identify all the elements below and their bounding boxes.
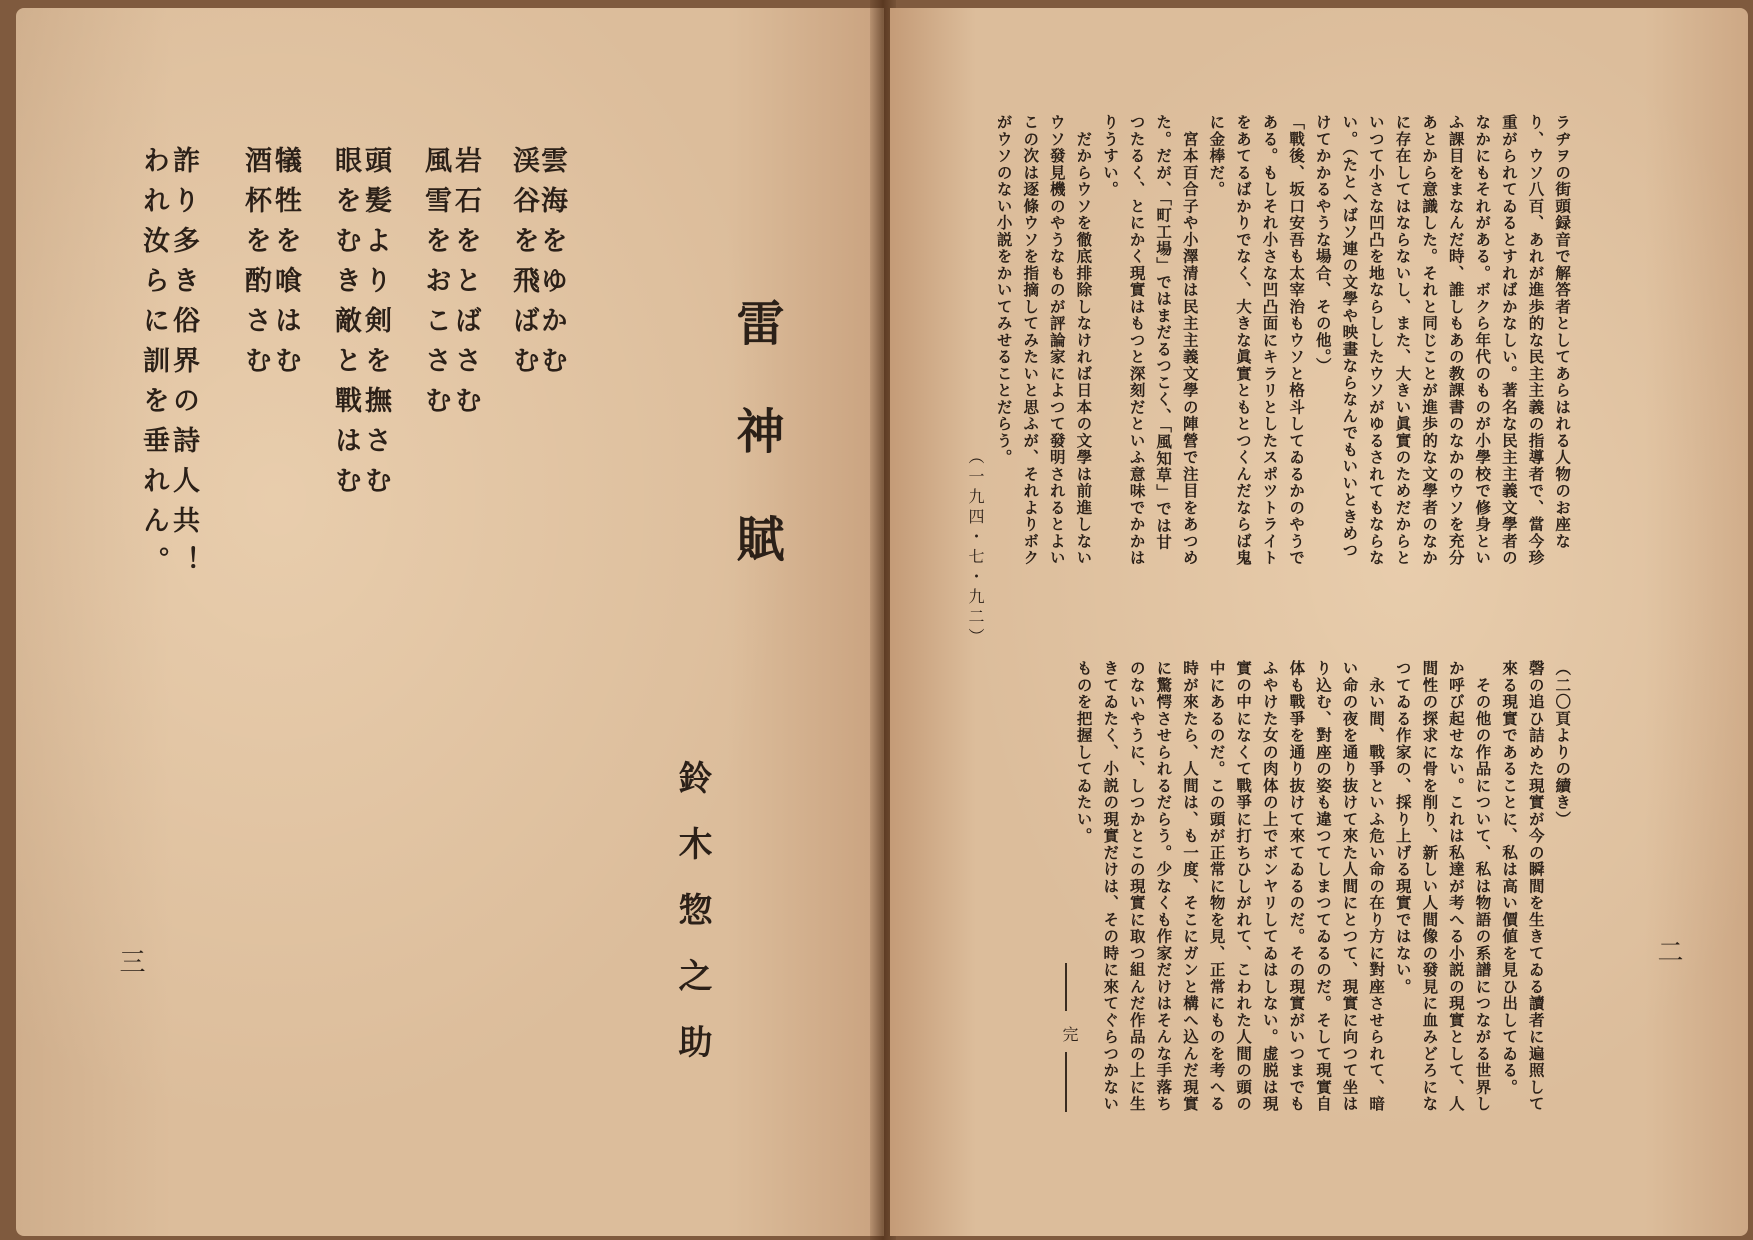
- text-line: り、ウソ八百、あれが進歩的な民主主義の指導者で、當今珍: [1526, 114, 1546, 567]
- text-line: 重がられてゐるとすればかなしい。著名な民主主義文學者の: [1499, 114, 1519, 567]
- end-rule: [1065, 963, 1067, 1011]
- poem-line: われ汝らに訓を垂れん。: [138, 146, 169, 586]
- text-line: この次は逐條ウソを指摘してみたいと思ふが、それよりボク: [1021, 114, 1041, 567]
- left-page: [16, 8, 884, 1236]
- text-line: なかにもそれがある。ボクら年代のものが小學校で修身とい: [1473, 114, 1493, 567]
- text-line: に金棒だ。: [1207, 114, 1227, 198]
- text-line: ふやけた女の肉体の上でボンヤリしてゐはしない。虚脱は現: [1260, 660, 1280, 1113]
- text-line: 中にあるのだ。この頭が正常に物を見、正常にものを考へる: [1207, 660, 1227, 1113]
- text-line: いつて小さな凹凸を地ならししたウソがゆるされてもならな: [1366, 114, 1386, 567]
- text-line: か呼び起せない。これは私達が考へる小説の現實として、人: [1446, 660, 1466, 1113]
- text-line: に存在してはならないし、また、大きい眞實のためだからと: [1393, 114, 1413, 567]
- poem-line: 雲海をゆかむ: [536, 146, 567, 386]
- text-line: のないやうに、しつかとこの現實に取つ組んだ作品の上に生: [1127, 660, 1147, 1113]
- text-line: ウソ發見機のやうなものが評論家によつて發明されるとよい: [1047, 114, 1067, 567]
- text-line: ある。もしそれ小さな凹凸面にキラリとしたスポツトライト: [1260, 114, 1280, 567]
- text-line: 實の中になくて戰爭に打ちひしがれて、こわれた人間の頭の: [1234, 660, 1254, 1113]
- text-line: きてゐたく、小説の現實だけは、その時に來てぐらつかない: [1101, 660, 1121, 1113]
- poem-line: 犠牲を喰はむ: [270, 146, 301, 386]
- text-line: 來る現實であることに、私は高い價値を見ひ出してゐる。: [1500, 660, 1520, 1096]
- poem-line: 風雪をおこさむ: [420, 146, 451, 426]
- text-line: ラヂヲの街頭録音で解答者としてあらはれる人物のお座な: [1553, 114, 1573, 550]
- text-line: り込む、對座の姿も違つてしまつてゐるのだ。そして現實自: [1313, 660, 1333, 1113]
- text-line: 間性の探求に骨を削り、新しい人間像の發見に血みどろにな: [1420, 660, 1440, 1113]
- text-line: 永い間、戰爭といふ危い命の在り方に對座させられて、暗: [1367, 660, 1387, 1113]
- poem-line: 岩石をとばさむ: [450, 146, 481, 426]
- text-line: い。（たとへばソ連の文學や映畫ならなんでもいいときめつ: [1340, 114, 1360, 559]
- poem-line: 頭髪より剣を撫さむ: [360, 146, 391, 506]
- essay-text: [990, 114, 1575, 644]
- poem-line: 眼をむき敵と戰はむ: [330, 146, 361, 506]
- page-number: 二: [1653, 938, 1683, 964]
- text-line: つたるく、とにかく現實はもつと深刻だといふ意味でかかは: [1127, 114, 1147, 567]
- text-line: りうすい。: [1100, 114, 1120, 198]
- text-line: 体も戰爭を通り抜けて來てゐるのだ。その現實がいつまでも: [1287, 660, 1307, 1113]
- text-line: 磬の追ひ詰めた現實が今の瞬間を生きてゐる讀者に遍照して: [1526, 660, 1546, 1113]
- text-line: ものを把握してゐたい。: [1074, 660, 1094, 845]
- date-note: （一九四・七・九二）: [966, 448, 985, 648]
- text-line: 「戰後、坂口安吾も太宰治もウソと格斗してゐるかのやうで: [1287, 114, 1307, 567]
- text-line: た。だが、「町工場」ではまだるつこく、「風知草」では甘: [1154, 114, 1174, 551]
- text-line: （二〇頁よりの續き）: [1553, 660, 1573, 828]
- text-line: ふ課目をまなんだ時、誰しもあの教課書のなかのウソを充分: [1446, 114, 1466, 567]
- text-line: 時が來たら、人間は、も一度、そこにガンと構へ込んだ現實: [1180, 660, 1200, 1113]
- text-line: に驚愕させられるだらう。少なくも作家だけはそんな手落ち: [1154, 660, 1174, 1113]
- poem-title: 雷神賦: [728, 298, 784, 622]
- end-rule: [1065, 1052, 1067, 1112]
- text-line: い命の夜を通り抜けて來た人間にとつて、現實に向つて坐は: [1340, 660, 1360, 1113]
- author-name: 鈴木惣之助: [672, 760, 712, 1090]
- right-page: [890, 8, 1748, 1236]
- text-line: その他の作品について、私は物語の系譜につながる世界し: [1473, 660, 1493, 1113]
- text-line: けてかかるやうな場合、その他。）: [1313, 114, 1333, 375]
- text-line: だからウソを徹底排除しなければ日本の文學は前進しない: [1074, 114, 1094, 567]
- continued-text: [1070, 660, 1575, 1160]
- poem-line: 酒杯を酌さむ: [240, 146, 271, 386]
- end-mark: 完: [1060, 1026, 1079, 1042]
- text-line: がウソのない小説をかいてみせることだらう。: [994, 114, 1014, 466]
- text-line: あとから意識した。それと同じことが進歩的な文學者のなか: [1420, 114, 1440, 567]
- poem-line: 渓谷を飛ばむ: [508, 146, 539, 386]
- text-line: 宮本百合子や小澤清は民主主義文學の陣營で注目をあつめ: [1180, 114, 1200, 567]
- text-line: つてゐる作家の、採り上げる現實ではない。: [1393, 660, 1413, 995]
- text-line: をあてるばかりでなく、大きな眞實ともとつくんだならば鬼: [1233, 114, 1253, 567]
- page-number: 三: [115, 948, 145, 974]
- poem-line: 詐り多き俗界の詩人共！: [168, 146, 199, 586]
